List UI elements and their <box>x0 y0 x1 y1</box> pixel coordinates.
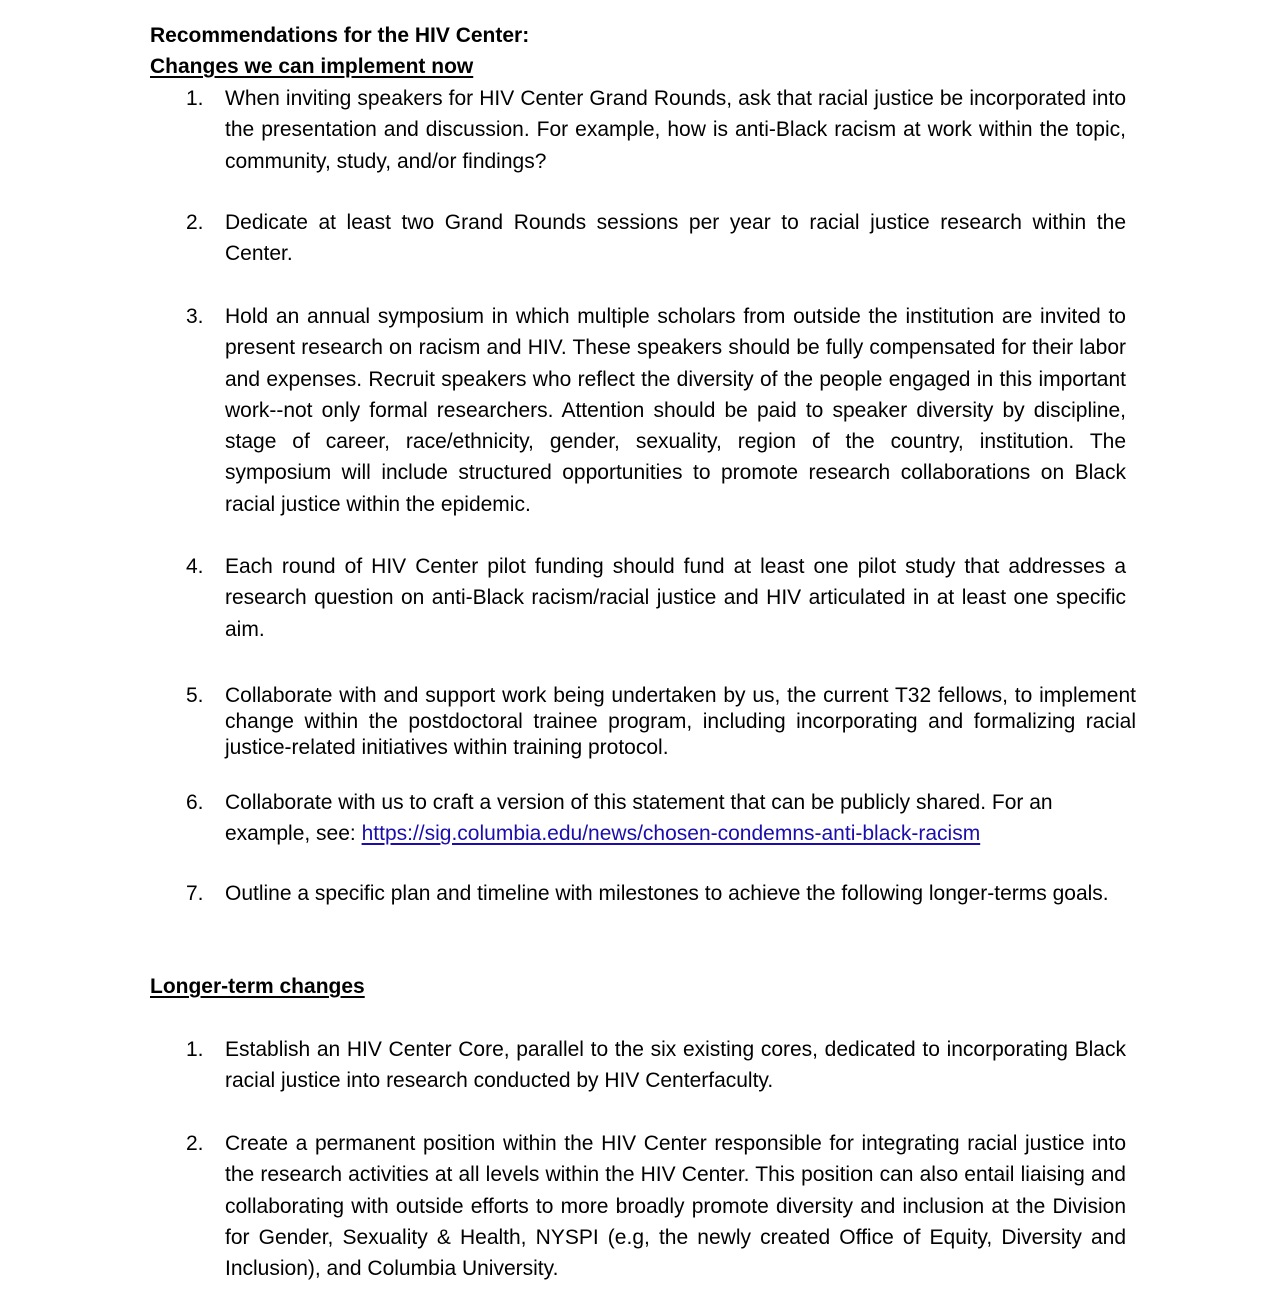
list-item-number: 1. <box>186 1038 204 1061</box>
list-item-text: Create a permanent position within the HIV Center responsible for integrating racial justice into the research activities at all levels within the HIV Center. This position can also entail liaising and collaborating with outside efforts to more broadly promote diversity and inclusion at the Division for Gender, Sexuality & Health, NYSPI (e.g, the newly created Office of Equity, Diversity and Inclusion), and Columbia University. <box>225 1132 1126 1281</box>
list-item-number: 6. <box>186 791 204 814</box>
list-item <box>186 301 1126 520</box>
list-item <box>186 207 1126 270</box>
list-item-text: Establish an HIV Center Core, parallel to the six existing cores, dedicated to incorporating Black racial justice into research conducted by HIV Centerfaculty. <box>225 1038 1126 1093</box>
list-item-number: 2. <box>186 211 204 234</box>
list-item <box>186 1034 1126 1097</box>
list-item-number: 7. <box>186 882 204 905</box>
list-item-number: 1. <box>186 87 204 110</box>
list-item-number: 2. <box>186 1132 204 1155</box>
reference-link[interactable]: https://sig.columbia.edu/news/chosen-condemns-anti-black-racism <box>361 822 981 846</box>
list-item <box>186 683 1136 761</box>
list-item <box>186 83 1126 177</box>
list-item-text: When inviting speakers for HIV Center Grand Rounds, ask that racial justice be incorporated into the presentation and discussion. For example, how is anti-Black racism at work within the topic, community, study, and/or findings? <box>225 87 1126 173</box>
list-item-text: Outline a specific plan and timeline with milestones to achieve the following longer-terms goals. <box>225 882 1109 905</box>
list-item-number: 4. <box>186 555 204 578</box>
list-item-text: Dedicate at least two Grand Rounds sessions per year to racial justice research within the Center. <box>225 211 1126 266</box>
section-heading-now: Changes we can implement now <box>150 55 474 78</box>
list-item-number: 5. <box>186 684 204 707</box>
list-item <box>186 1128 1126 1284</box>
section-heading-longer-term: Longer-term changes <box>150 975 365 998</box>
list-item-text: Hold an annual symposium in which multiple scholars from outside the institution are invited to present research on racism and HIV. These speakers should be fully compensated for their labor and expenses. Recruit speakers who reflect the diversity of the people engaged in this important work--not only formal researchers. Attention should be paid to speaker diversity by discipline, stage of career, race/ethnicity, gender, sexuality, region of the country, institution. The symposium will include structured opportunities to promote research collaborations on Black racial justice within the epidemic. <box>225 305 1126 516</box>
document-title: Recommendations for the HIV Center: <box>150 24 530 47</box>
list-item <box>186 878 1126 909</box>
list-item-text: Collaborate with and support work being undertaken by us, the current T32 fellows, to implement change within the postdoctoral trainee program, including incorporating and formalizing racial justice-related initiatives within training protocol. <box>225 684 1136 759</box>
list-item-text-content: Collaborate with us to craft a version of this statement that can be publicly shared. For an example, see: <box>225 791 1053 846</box>
list-item <box>186 551 1126 645</box>
list-item-text: Each round of HIV Center pilot funding should fund at least one pilot study that addresses a research question on anti-Black racism/racial justice and HIV articulated in at least one specific aim. <box>225 555 1126 641</box>
list-item-number: 3. <box>186 305 204 328</box>
list-item <box>186 787 1126 850</box>
list-item-text <box>225 787 1126 850</box>
